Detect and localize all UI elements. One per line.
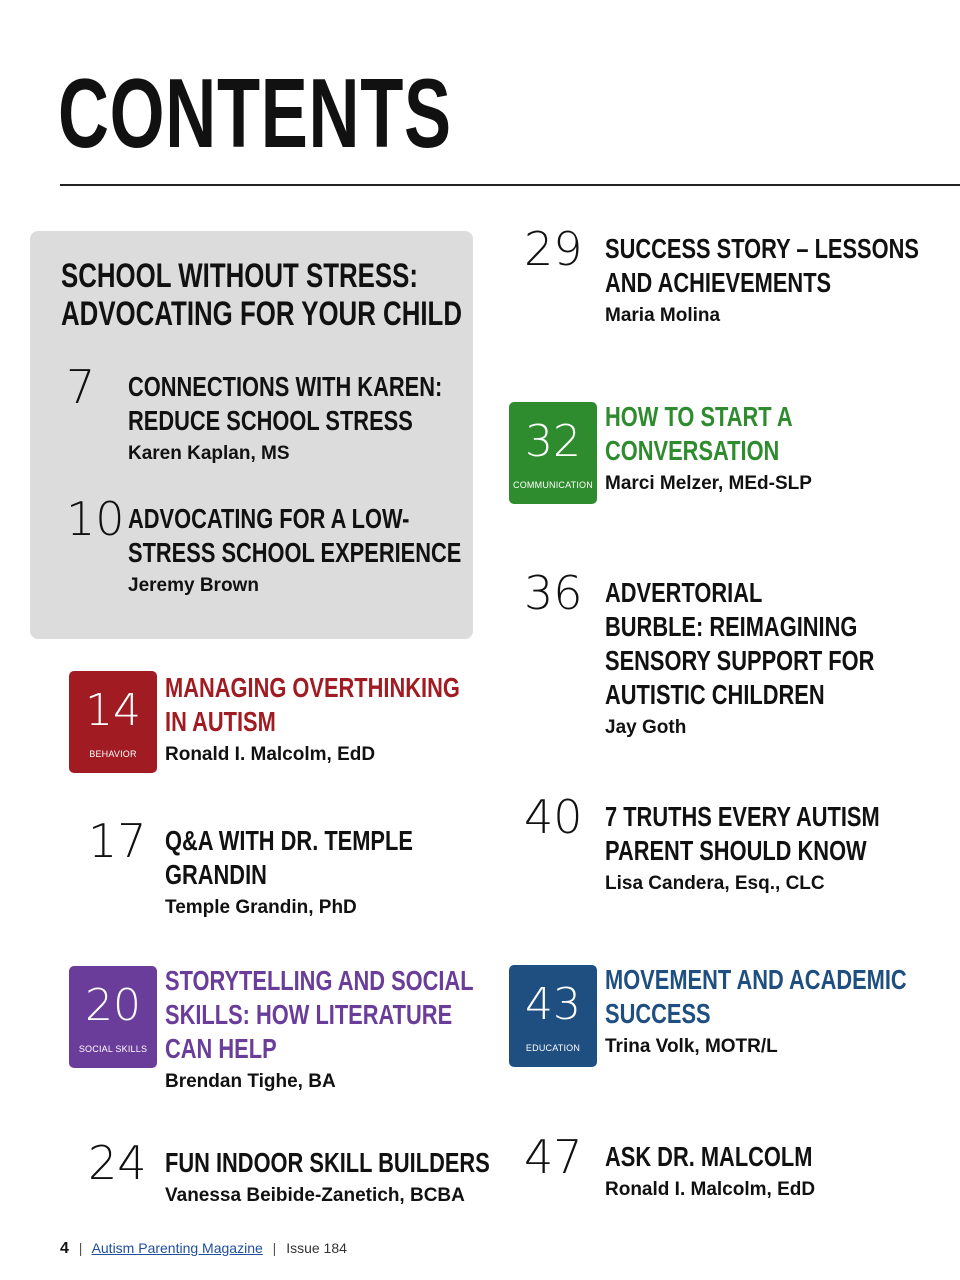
footer-page-number: 4 [60,1240,69,1257]
entry-author: Brendan Tighe, BA [165,1071,336,1092]
badge-page-number: 20 [85,980,141,1031]
entry-title[interactable] [605,1140,812,1174]
feature-section-heading [61,257,471,333]
badge-page-number: 14 [85,685,141,736]
entry-page-number: 10 [66,492,125,546]
entry-title-line: SUCCESS [605,998,711,1029]
entry-title-line: SUCCESS STORY – LESSONS [605,233,919,264]
badge-category-label: BEHAVIOR [89,749,137,759]
entry-author: Jeremy Brown [128,575,259,596]
category-badge-behavior [69,671,157,773]
feature-heading-line-1: SCHOOL WITHOUT STRESS: [61,257,418,295]
entry-title-line: AUTISTIC CHILDREN [605,679,825,710]
page-footer [60,1240,347,1258]
badge-page-number: 43 [525,979,581,1030]
entry-page-number: 36 [524,566,583,620]
footer-separator: | [78,1240,83,1256]
entry-title-line: 7 TRUTHS EVERY AUTISM [605,801,880,832]
entry-title-line: SENSORY SUPPORT FOR [605,645,875,676]
entry-title-line: FUN INDOOR SKILL BUILDERS [165,1147,490,1178]
entry-author: Lisa Candera, Esq., CLC [605,873,825,894]
entry-title-line: STRESS SCHOOL EXPERIENCE [128,537,462,568]
entry-author: Jay Goth [605,717,687,738]
entry-title-line: CAN HELP [165,1033,277,1064]
feature-heading-line-2: ADVOCATING FOR YOUR CHILD [61,295,463,333]
entry-title-line: AND ACHIEVEMENTS [605,267,832,298]
entry-page-number: 29 [524,222,583,276]
entry-title-line: CONVERSATION [605,435,780,466]
entry-title[interactable] [605,576,874,712]
badge-page-number: 32 [525,416,581,467]
entry-title[interactable] [128,502,461,570]
footer-separator: | [272,1240,277,1256]
entry-title[interactable] [605,963,907,1031]
entry-page-number: 17 [88,814,147,868]
entry-title-line: ADVOCATING FOR A LOW- [128,503,410,534]
footer-magazine-link[interactable]: Autism Parenting Magazine [91,1240,263,1256]
entry-page-number: 40 [524,790,583,844]
entry-author: Maria Molina [605,305,721,326]
badge-category-label: EDUCATION [525,1043,581,1053]
entry-author: Ronald I. Malcolm, EdD [605,1179,816,1200]
category-badge-education [509,965,597,1067]
entry-title[interactable] [165,1146,490,1180]
entry-author: Marci Melzer, MEd-SLP [605,473,812,494]
entry-title-line: STORYTELLING AND SOCIAL [165,965,474,996]
page-title: CONTENTS [58,58,452,168]
entry-title-line: MOVEMENT AND ACADEMIC [605,964,907,995]
entry-page-number: 47 [524,1130,583,1184]
category-badge-social-skills [69,966,157,1068]
entry-author: Temple Grandin, PhD [165,897,357,918]
entry-title-line: BURBLE: REIMAGINING [605,611,858,642]
entry-title-line: REDUCE SCHOOL STRESS [128,405,413,436]
entry-title-line: GRANDIN [165,859,267,890]
entry-title-line: IN AUTISM [165,706,276,737]
entry-page-number: 7 [66,360,96,414]
entry-title[interactable] [605,400,793,468]
footer-issue: Issue 184 [286,1240,347,1256]
category-badge-communication [509,402,597,504]
entry-author: Vanessa Beibide-Zanetich, BCBA [165,1185,465,1206]
entry-title[interactable] [128,370,442,438]
entry-title[interactable] [165,964,474,1066]
badge-category-label: SOCIAL SKILLS [78,1044,148,1054]
entry-title[interactable] [605,232,919,300]
entry-title-line: MANAGING OVERTHINKING [165,672,460,703]
entry-page-number: 24 [88,1136,147,1190]
entry-title-line: HOW TO START A [605,401,793,432]
entry-title-line: PARENT SHOULD KNOW [605,835,867,866]
entry-title-line: ASK DR. MALCOLM [605,1141,813,1172]
entry-title-line: CONNECTIONS WITH KAREN: [128,371,443,402]
entry-title[interactable] [165,824,413,892]
entry-title[interactable] [605,800,880,868]
entry-author: Ronald I. Malcolm, EdD [165,744,376,765]
entry-title-line: ADVERTORIAL [605,577,763,608]
title-divider [60,184,960,186]
entry-title-line: SKILLS: HOW LITERATURE [165,999,453,1030]
entry-author: Trina Volk, MOTR/L [605,1036,778,1057]
entry-title[interactable] [165,671,460,739]
badge-category-label: COMMUNICATION [513,480,593,490]
entry-author: Karen Kaplan, MS [128,443,290,464]
entry-title-line: Q&A WITH DR. TEMPLE [165,825,413,856]
